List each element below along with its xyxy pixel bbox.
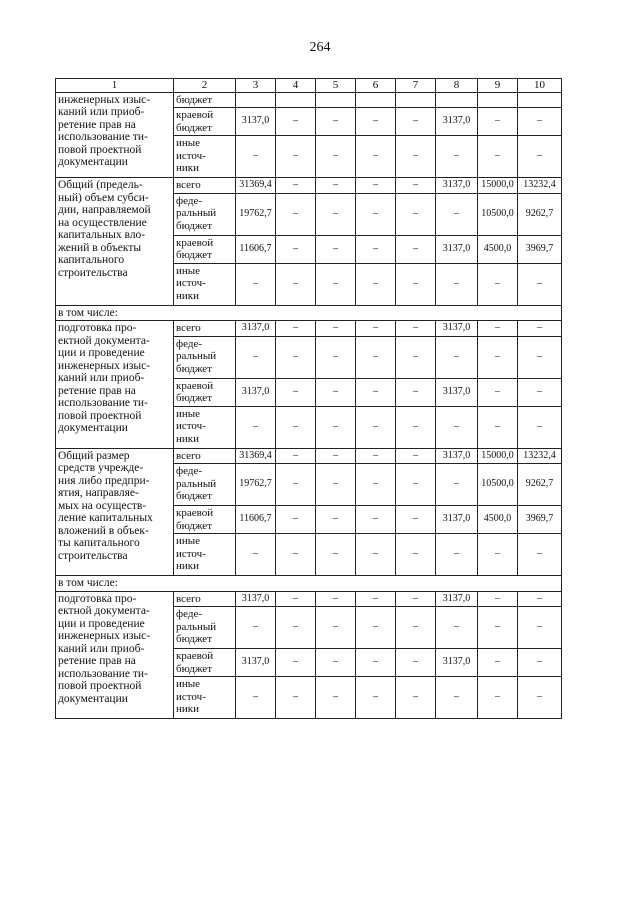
indicator-description <box>56 448 174 576</box>
amount-cell: – <box>316 677 356 719</box>
amount-cell: – <box>356 534 396 576</box>
column-number: 4 <box>276 79 316 93</box>
amount-cell: – <box>276 263 316 305</box>
amount-cell: – <box>518 607 562 649</box>
amount-cell: 3137,0 <box>436 378 478 406</box>
section-row <box>56 305 562 321</box>
amount-cell: – <box>356 378 396 406</box>
amount-cell: 3137,0 <box>436 321 478 337</box>
amount-cell <box>356 92 396 108</box>
amount-cell: – <box>518 534 562 576</box>
amount-cell <box>316 92 356 108</box>
amount-cell: – <box>478 677 518 719</box>
amount-cell: – <box>518 591 562 607</box>
amount-cell: – <box>356 193 396 235</box>
amount-cell: – <box>396 263 436 305</box>
section-label: в том числе: <box>56 305 562 321</box>
funding-source-text: всего <box>176 449 201 462</box>
amount-cell: 4500,0 <box>478 235 518 263</box>
amount-cell: – <box>316 649 356 677</box>
amount-cell: – <box>396 677 436 719</box>
funding-source-text: краевой бюджет <box>176 236 214 261</box>
amount-cell <box>276 92 316 108</box>
amount-cell: – <box>518 321 562 337</box>
funding-source <box>174 607 236 649</box>
table-row <box>56 92 562 108</box>
funding-source <box>174 677 236 719</box>
amount-cell: 3137,0 <box>436 506 478 534</box>
amount-cell: – <box>316 263 356 305</box>
amount-cell: – <box>478 263 518 305</box>
amount-cell: – <box>276 607 316 649</box>
amount-cell: – <box>396 406 436 448</box>
amount-cell: – <box>356 108 396 136</box>
amount-cell: – <box>276 534 316 576</box>
funding-source <box>174 464 236 506</box>
amount-cell: – <box>316 136 356 178</box>
amount-cell: – <box>396 193 436 235</box>
amount-cell: – <box>356 263 396 305</box>
amount-cell: 3137,0 <box>236 321 276 337</box>
amount-cell: – <box>356 591 396 607</box>
column-number: 2 <box>174 79 236 93</box>
amount-cell: 3137,0 <box>436 448 478 464</box>
funding-source <box>174 591 236 607</box>
table-row <box>56 321 562 337</box>
funding-source-text: иные источ- ники <box>176 407 206 445</box>
amount-cell: 3969,7 <box>518 235 562 263</box>
amount-cell: – <box>236 534 276 576</box>
funding-source-text: краевой бюджет <box>176 507 214 532</box>
table-row <box>56 591 562 607</box>
amount-cell: – <box>236 406 276 448</box>
amount-cell: – <box>436 406 478 448</box>
indicator-description <box>56 321 174 449</box>
amount-cell: – <box>396 607 436 649</box>
amount-cell: – <box>316 336 356 378</box>
amount-cell: – <box>276 193 316 235</box>
column-number: 9 <box>478 79 518 93</box>
amount-cell: – <box>316 193 356 235</box>
column-number: 6 <box>356 79 396 93</box>
funding-source <box>174 649 236 677</box>
amount-cell: – <box>518 406 562 448</box>
budget-table-container <box>55 78 561 719</box>
funding-source <box>174 448 236 464</box>
amount-cell: 3137,0 <box>236 108 276 136</box>
amount-cell: – <box>478 378 518 406</box>
amount-cell: – <box>316 534 356 576</box>
amount-cell: – <box>276 108 316 136</box>
amount-cell: – <box>518 263 562 305</box>
amount-cell: 15000,0 <box>478 178 518 194</box>
amount-cell: – <box>316 178 356 194</box>
amount-cell: – <box>236 677 276 719</box>
amount-cell <box>396 92 436 108</box>
amount-cell: – <box>316 448 356 464</box>
amount-cell: – <box>356 321 396 337</box>
amount-cell: 9262,7 <box>518 464 562 506</box>
amount-cell: – <box>478 336 518 378</box>
amount-cell: – <box>316 235 356 263</box>
amount-cell: – <box>518 677 562 719</box>
funding-source-text: бюджет <box>176 93 212 106</box>
amount-cell: – <box>478 406 518 448</box>
amount-cell: 15000,0 <box>478 448 518 464</box>
funding-source-text: иные источ- ники <box>176 137 206 174</box>
amount-cell: – <box>316 591 356 607</box>
amount-cell: – <box>236 263 276 305</box>
funding-source <box>174 92 236 108</box>
amount-cell: 11606,7 <box>236 235 276 263</box>
funding-source-text: иные источ- ники <box>176 535 206 572</box>
funding-source <box>174 193 236 235</box>
amount-cell: – <box>356 464 396 506</box>
amount-cell: – <box>396 321 436 337</box>
column-number-row <box>56 79 562 93</box>
amount-cell: – <box>356 607 396 649</box>
amount-cell: – <box>396 534 436 576</box>
amount-cell <box>518 92 562 108</box>
funding-source-text: иные источ- ники <box>176 678 206 715</box>
amount-cell: 11606,7 <box>236 506 276 534</box>
amount-cell: – <box>356 448 396 464</box>
amount-cell: – <box>518 649 562 677</box>
section-label: в том числе: <box>56 576 562 592</box>
funding-source-text: краевой бюджет <box>176 379 214 404</box>
amount-cell: 9262,7 <box>518 193 562 235</box>
section-row <box>56 576 562 592</box>
column-number: 3 <box>236 79 276 93</box>
funding-source <box>174 336 236 378</box>
budget-table <box>55 78 562 719</box>
amount-cell: 13232,4 <box>518 448 562 464</box>
table-row <box>56 448 562 464</box>
funding-source <box>174 136 236 178</box>
funding-source-text: феде- ральный бюджет <box>176 608 217 645</box>
indicator-description <box>56 591 174 719</box>
amount-cell: – <box>478 108 518 136</box>
funding-source <box>174 263 236 305</box>
funding-source <box>174 506 236 534</box>
amount-cell: – <box>436 336 478 378</box>
amount-cell: – <box>356 336 396 378</box>
amount-cell: – <box>396 136 436 178</box>
amount-cell: – <box>396 448 436 464</box>
amount-cell <box>436 92 478 108</box>
amount-cell: – <box>356 506 396 534</box>
indicator-description-text: подготовка про- ектной документа- ции и проведение инженерных изыс- каний или приоб- ретение прав на использование ти- повой проектной документации <box>58 592 151 705</box>
amount-cell: – <box>436 534 478 576</box>
amount-cell: 13232,4 <box>518 178 562 194</box>
amount-cell: – <box>276 677 316 719</box>
amount-cell: 19762,7 <box>236 464 276 506</box>
funding-source <box>174 108 236 136</box>
funding-source-text: феде- ральный бюджет <box>176 465 217 502</box>
funding-source <box>174 321 236 337</box>
amount-cell: 19762,7 <box>236 193 276 235</box>
amount-cell: – <box>276 448 316 464</box>
amount-cell <box>478 92 518 108</box>
amount-cell: – <box>396 235 436 263</box>
amount-cell: – <box>396 506 436 534</box>
amount-cell: – <box>276 336 316 378</box>
amount-cell: – <box>316 108 356 136</box>
table-row <box>56 178 562 194</box>
indicator-description-text: Общий размер средств учрежде- ния либо предпри- ятия, направляе- мых на осуществ- ление капитальных вложений в объек- ты капитального строительства <box>58 449 153 562</box>
amount-cell: – <box>478 649 518 677</box>
amount-cell: 31369,4 <box>236 448 276 464</box>
amount-cell: 3137,0 <box>436 235 478 263</box>
column-number: 7 <box>396 79 436 93</box>
amount-cell: 4500,0 <box>478 506 518 534</box>
column-number: 1 <box>56 79 174 93</box>
amount-cell: 31369,4 <box>236 178 276 194</box>
amount-cell: – <box>316 406 356 448</box>
funding-source-text: феде- ральный бюджет <box>176 337 217 375</box>
funding-source <box>174 378 236 406</box>
amount-cell: – <box>478 534 518 576</box>
amount-cell: 10500,0 <box>478 464 518 506</box>
amount-cell: – <box>276 321 316 337</box>
amount-cell: – <box>276 506 316 534</box>
amount-cell: – <box>276 378 316 406</box>
amount-cell: – <box>316 378 356 406</box>
indicator-description <box>56 178 174 306</box>
indicator-description-text: инженерных изыс- каний или приоб- ретение прав на использование ти- повой проектной документации <box>58 93 151 168</box>
amount-cell: – <box>356 136 396 178</box>
amount-cell: – <box>478 136 518 178</box>
amount-cell: 3137,0 <box>436 178 478 194</box>
amount-cell: 3137,0 <box>436 108 478 136</box>
funding-source-text: феде- ральный бюджет <box>176 194 217 232</box>
amount-cell: – <box>276 406 316 448</box>
amount-cell: – <box>316 607 356 649</box>
amount-cell: 3137,0 <box>236 649 276 677</box>
amount-cell: 3969,7 <box>518 506 562 534</box>
amount-cell: – <box>478 607 518 649</box>
funding-source <box>174 534 236 576</box>
funding-source <box>174 235 236 263</box>
page-number: 264 <box>309 40 331 55</box>
amount-cell <box>236 92 276 108</box>
amount-cell: – <box>276 235 316 263</box>
amount-cell: 10500,0 <box>478 193 518 235</box>
funding-source-text: всего <box>176 322 201 334</box>
funding-source <box>174 178 236 194</box>
indicator-description-text: Общий (предель- ный) объем субси- дии, направляемой на осуществление капитальных вло- жений в объекты капитального строительства <box>58 179 151 279</box>
amount-cell: – <box>396 178 436 194</box>
amount-cell: – <box>478 321 518 337</box>
funding-source-text: иные источ- ники <box>176 264 206 302</box>
amount-cell: 3137,0 <box>436 591 478 607</box>
amount-cell: – <box>236 336 276 378</box>
indicator-description-text: подготовка про- ектной документа- ции и проведение инженерных изыс- каний или приоб- ретение прав на использование ти- повой проектной документации <box>58 322 151 434</box>
amount-cell: – <box>436 193 478 235</box>
amount-cell: – <box>396 464 436 506</box>
amount-cell: 3137,0 <box>236 378 276 406</box>
amount-cell: – <box>436 607 478 649</box>
amount-cell: – <box>396 108 436 136</box>
amount-cell: – <box>518 108 562 136</box>
indicator-description <box>56 92 174 178</box>
funding-source <box>174 406 236 448</box>
amount-cell: – <box>436 677 478 719</box>
amount-cell: 3137,0 <box>236 591 276 607</box>
amount-cell: – <box>276 464 316 506</box>
amount-cell: – <box>356 406 396 448</box>
funding-source-text: краевой бюджет <box>176 109 214 134</box>
amount-cell: – <box>436 263 478 305</box>
amount-cell: – <box>518 136 562 178</box>
amount-cell: – <box>356 649 396 677</box>
amount-cell: – <box>236 136 276 178</box>
amount-cell: – <box>276 136 316 178</box>
funding-source-text: краевой бюджет <box>176 650 214 675</box>
amount-cell: – <box>396 378 436 406</box>
amount-cell: – <box>356 178 396 194</box>
column-number: 8 <box>436 79 478 93</box>
amount-cell: – <box>396 591 436 607</box>
funding-source-text: всего <box>176 179 201 191</box>
amount-cell: – <box>236 607 276 649</box>
funding-source-text: всего <box>176 592 201 605</box>
amount-cell: – <box>436 136 478 178</box>
amount-cell: – <box>276 591 316 607</box>
amount-cell: – <box>518 336 562 378</box>
amount-cell: – <box>316 506 356 534</box>
amount-cell: – <box>356 677 396 719</box>
amount-cell: – <box>396 649 436 677</box>
amount-cell: – <box>356 235 396 263</box>
amount-cell: – <box>396 336 436 378</box>
amount-cell: 3137,0 <box>436 649 478 677</box>
amount-cell: – <box>478 591 518 607</box>
amount-cell: – <box>276 649 316 677</box>
amount-cell: – <box>316 464 356 506</box>
amount-cell: – <box>276 178 316 194</box>
amount-cell: – <box>518 378 562 406</box>
column-number: 10 <box>518 79 562 93</box>
amount-cell: – <box>316 321 356 337</box>
amount-cell: – <box>436 464 478 506</box>
column-number: 5 <box>316 79 356 93</box>
